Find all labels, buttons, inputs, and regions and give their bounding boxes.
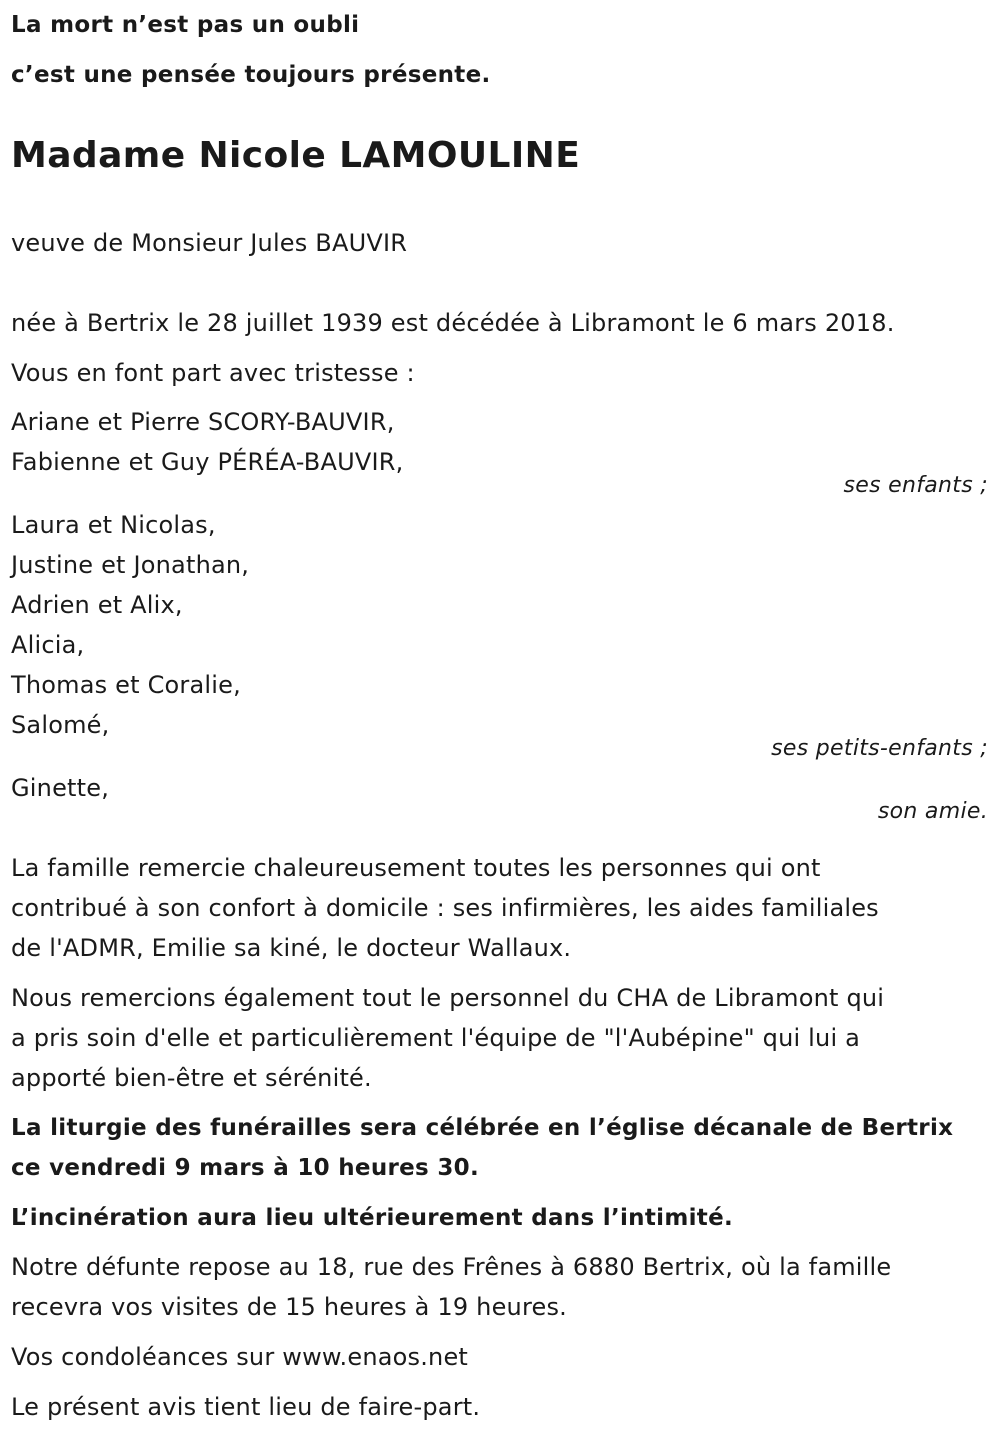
thanks-paragraph-1-line: contribué à son confort à domicile : ses infirmières, les aides familiales: [11, 894, 879, 922]
deceased-name: Madame Nicole LAMOULINE: [11, 135, 581, 176]
grandchild-line: Justine et Jonathan,: [11, 551, 250, 579]
child-line: Ariane et Pierre SCORY-BAUVIR,: [11, 408, 395, 436]
grandchild-line: Adrien et Alix,: [11, 591, 183, 619]
notice-line: Le présent avis tient lieu de faire-part.: [11, 1393, 481, 1421]
thanks-paragraph-2-line: a pris soin d'elle et particulièrement l'équipe de "l'Aubépine" qui lui a: [11, 1024, 861, 1052]
grandchild-line: Salomé,: [11, 711, 110, 739]
thanks-paragraph-2-line: Nous remercions également tout le personnel du CHA de Libramont qui: [11, 984, 885, 1012]
grandchild-line: Laura et Nicolas,: [11, 511, 216, 539]
child-line: Fabienne et Guy PÉRÉA-BAUVIR,: [11, 448, 404, 476]
header-line-1: La mort n’est pas un oubli: [11, 12, 360, 38]
thanks-paragraph-1-line: de l'ADMR, Emilie sa kiné, le docteur Wallaux.: [11, 934, 572, 962]
grandchild-line: Alicia,: [11, 631, 85, 659]
liturgy-line: La liturgie des funérailles sera célébrée en l’église décanale de Bertrix: [11, 1115, 954, 1141]
liturgy-line: ce vendredi 9 mars à 10 heures 30.: [11, 1155, 479, 1181]
announcement-intro: Vous en font part avec tristesse :: [11, 359, 415, 387]
children-role: ses enfants ;: [843, 473, 988, 498]
header-line-2: c’est une pensée toujours présente.: [11, 62, 491, 88]
grandchild-line: Thomas et Coralie,: [11, 671, 241, 699]
rest-line: Notre défunte repose au 18, rue des Frênes à 6880 Bertrix, où la famille: [11, 1253, 892, 1281]
grandchildren-role: ses petits-enfants ;: [771, 736, 988, 761]
cremation-line: L’incinération aura lieu ultérieurement dans l’intimité.: [11, 1205, 734, 1231]
friend-line: Ginette,: [11, 774, 110, 802]
thanks-paragraph-2-line: apporté bien-être et sérénité.: [11, 1064, 372, 1092]
birth-death-line: née à Bertrix le 28 juillet 1939 est décédée à Libramont le 6 mars 2018.: [11, 309, 895, 337]
friend-role: son amie.: [877, 799, 988, 824]
rest-line: recevra vos visites de 15 heures à 19 heures.: [11, 1293, 567, 1321]
condolences-line: Vos condoléances sur www.enaos.net: [11, 1343, 469, 1371]
thanks-paragraph-1-line: La famille remercie chaleureusement toutes les personnes qui ont: [11, 854, 821, 882]
spouse-line: veuve de Monsieur Jules BAUVIR: [11, 229, 408, 257]
